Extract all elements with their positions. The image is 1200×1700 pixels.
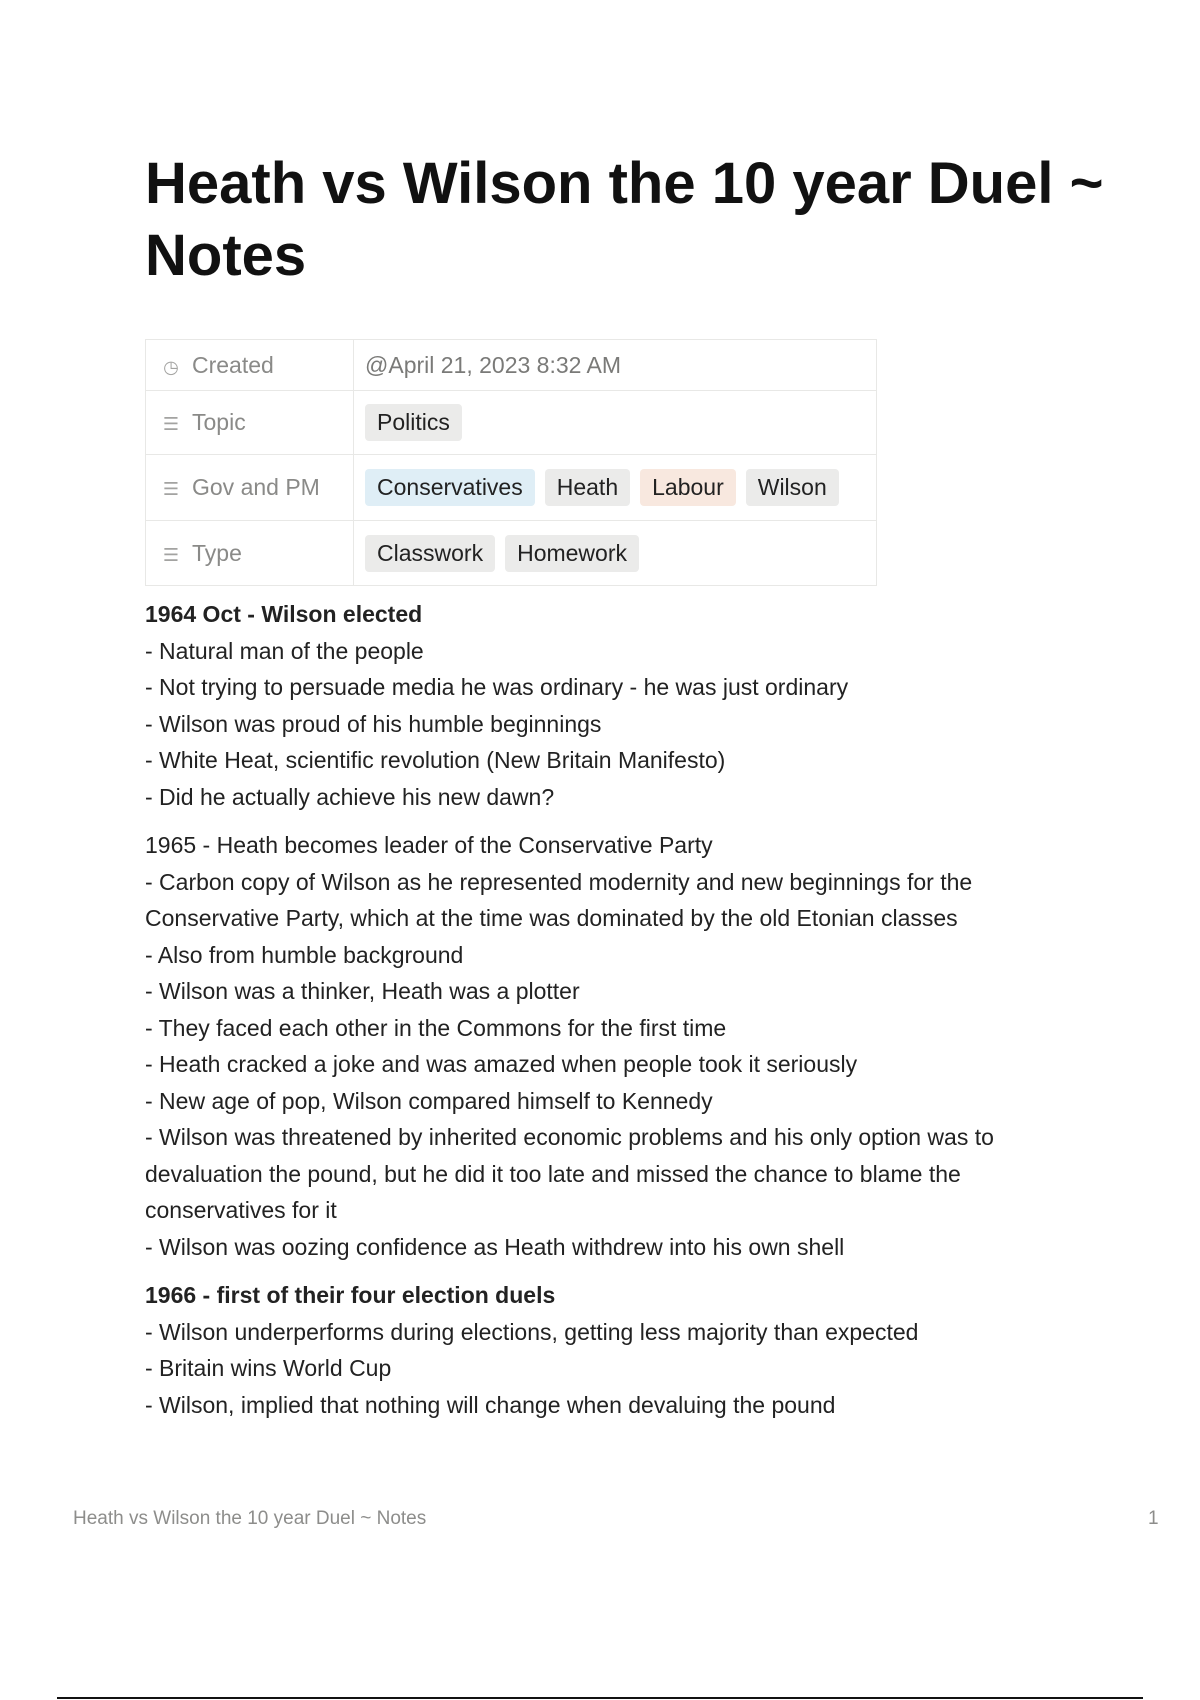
property-label: Created (192, 351, 274, 378)
footer-title: Heath vs Wilson the 10 year Duel ~ Notes (73, 1508, 427, 1529)
note-line: - Did he actually achieve his new dawn? (145, 783, 555, 810)
tag-classwork[interactable]: Classwork (365, 535, 495, 572)
property-row-created (146, 340, 877, 391)
section-1965 (145, 827, 1045, 1265)
property-row-topic (146, 391, 877, 455)
section-1966 (145, 1277, 1045, 1423)
section-heading: 1965 - Heath becomes leader of the Conservative Party (145, 832, 713, 858)
list-icon: ☰ (162, 414, 180, 434)
page-bottom-rule (57, 1697, 1143, 1699)
section-1964 (145, 596, 1045, 815)
tag-wilson[interactable]: Wilson (746, 469, 839, 506)
property-label: Type (192, 539, 242, 566)
tag-conservatives[interactable]: Conservatives (365, 469, 535, 506)
note-body (145, 596, 1045, 1435)
property-value-topic[interactable] (354, 391, 877, 455)
clock-icon: ◷ (163, 356, 179, 377)
list-icon: ☰ (162, 544, 180, 565)
note-line: - Wilson was proud of his humble beginnings (145, 710, 602, 737)
note-line: - Britain wins World Cup (145, 1355, 392, 1381)
property-key-created (146, 340, 354, 391)
list-icon: ☰ (162, 479, 180, 499)
property-row-gov-pm (146, 455, 877, 521)
property-key-type (146, 521, 354, 586)
note-line: - Wilson was a thinker, Heath was a plotter (145, 978, 580, 1004)
note-line: - They faced each other in the Commons for the first time (145, 1014, 727, 1041)
note-line: - Wilson was threatened by inherited economic problems and his only option was to devaluation the pound, but he did it too late and missed the chance to blame the conservatives for it (145, 1124, 994, 1223)
page-title: Heath vs Wilson the 10 year Duel ~ Notes (145, 151, 1104, 288)
property-value-gov-pm[interactable] (354, 455, 877, 521)
tag-heath[interactable]: Heath (545, 469, 630, 506)
note-line: - Not trying to persuade media he was ordinary - he was just ordinary (145, 674, 849, 700)
property-value-created[interactable] (354, 340, 877, 391)
property-row-type (146, 521, 877, 586)
tag-labour[interactable]: Labour (640, 469, 736, 506)
property-label: Topic (192, 409, 246, 435)
note-line: - Carbon copy of Wilson as he represented modernity and new beginnings for the Conservative Party, which at the time was dominated by the old Etonian classes (145, 868, 973, 931)
property-key-topic (146, 391, 354, 455)
property-key-gov-pm (146, 455, 354, 521)
created-date: @April 21, 2023 8:32 AM (365, 351, 622, 378)
note-line: - New age of pop, Wilson compared himself to Kennedy (145, 1087, 713, 1114)
note-line: - Wilson was oozing confidence as Heath withdrew into his own shell (145, 1233, 845, 1260)
property-value-type[interactable] (354, 521, 877, 586)
note-line: - Wilson, implied that nothing will change when devaluing the pound (145, 1391, 836, 1418)
properties-table (145, 339, 877, 586)
section-heading: 1964 Oct - Wilson elected (145, 601, 423, 627)
section-heading: 1966 - first of their four election duels (145, 1282, 556, 1308)
note-line: - Natural man of the people (145, 637, 424, 664)
property-label: Gov and PM (192, 474, 320, 500)
note-line: - Also from humble background (145, 941, 464, 968)
note-line: - White Heat, scientific revolution (New Britain Manifesto) (145, 747, 726, 773)
note-line: - Heath cracked a joke and was amazed when people took it seriously (145, 1051, 858, 1077)
note-line: - Wilson underperforms during elections, getting less majority than expected (145, 1318, 919, 1345)
tag-homework[interactable]: Homework (505, 535, 639, 572)
page-number: 1 (1148, 1508, 1159, 1529)
tag-politics[interactable]: Politics (365, 404, 462, 441)
